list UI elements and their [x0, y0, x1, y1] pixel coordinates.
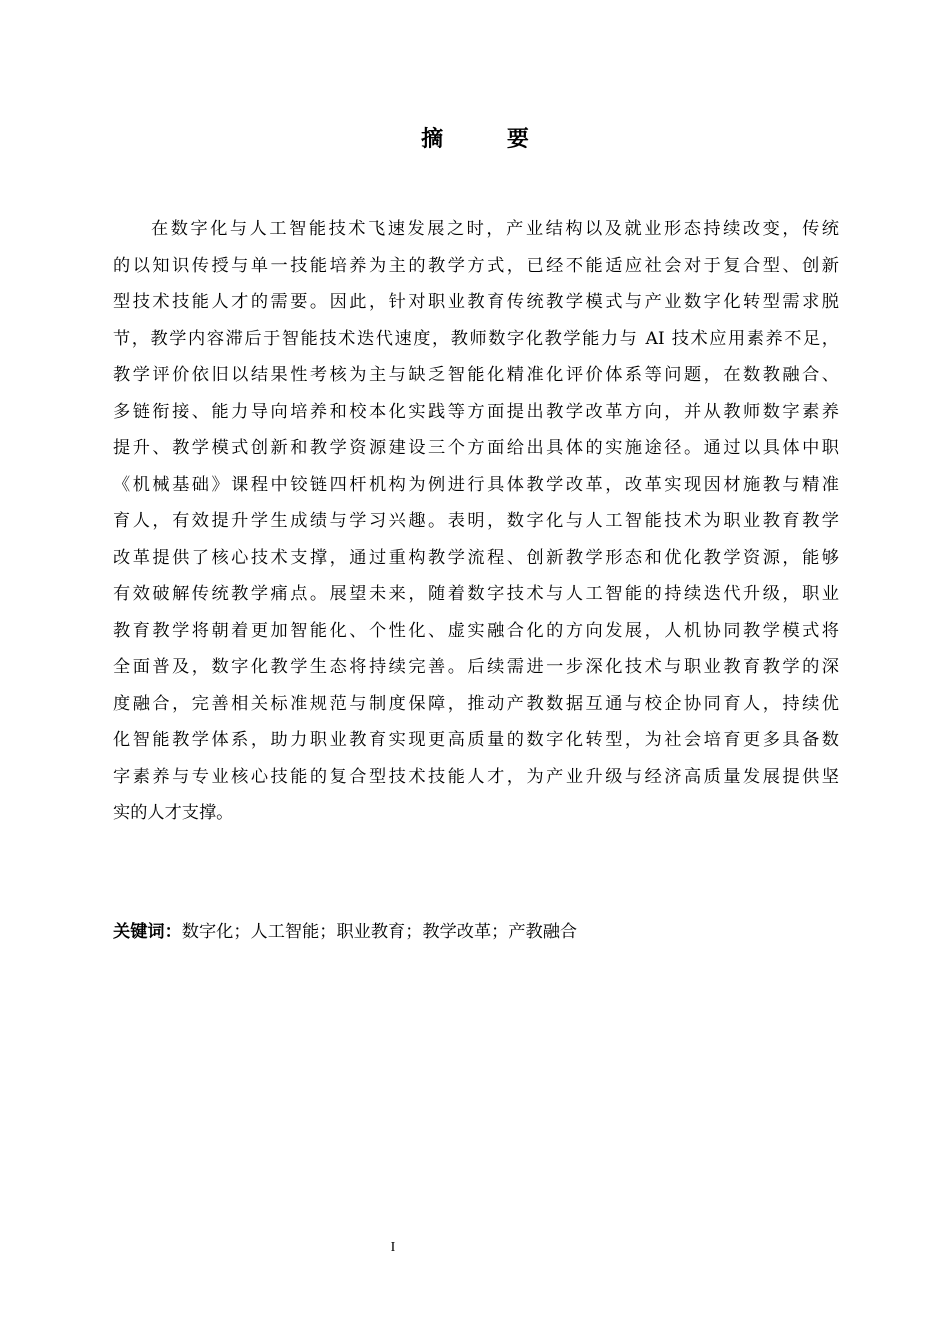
keywords-label: 关键词： [113, 922, 182, 942]
abstract-body [113, 211, 839, 832]
abstract-line-6: 多链衔接、能力导向培养和校本化实践等方面提出教学改革方向，并从教师数字素养 [113, 401, 839, 422]
abstract-line-5: 教学评价依旧以结果性考核为主与缺乏智能化精准化评价体系等问题，在数教融合、 [113, 365, 839, 385]
abstract-line-10: 改革提供了核心技术支撑，通过重构教学流程、创新教学形态和优化教学资源，能够 [113, 547, 839, 568]
keywords-text: 数字化；人工智能；职业教育；教学改革；产教融合 [181, 922, 578, 942]
abstract-line-2: 的以知识传授与单一技能培养为主的教学方式，已经不能适应社会对于复合型、创新 [113, 255, 839, 276]
abstract-line-4: 节，教学内容滞后于智能技术迭代速度，教师数字化教学能力与 AI 技术应用素养不足， [113, 328, 839, 349]
abstract-title: 摘 要 [421, 127, 557, 152]
page-number: I [390, 1240, 396, 1255]
abstract-line-3: 型技术技能人才的需要。因此，针对职业教育传统教学模式与产业数字化转型需求脱 [113, 292, 839, 312]
abstract-line-7: 提升、教学模式创新和教学资源建设三个方面给出具体的实施途径。通过以具体中职 [113, 438, 839, 458]
abstract-line-14: 度融合，完善相关标准规范与制度保障，推动产教数据互通与校企协同育人，持续优 [113, 693, 839, 714]
keywords-line [113, 914, 577, 950]
abstract-line-17: 实的人才支撑。 [113, 803, 234, 823]
abstract-line-8: 《机械基础》课程中铰链四杆机构为例进行具体教学改革，改革实现因材施教与精准 [113, 474, 839, 495]
abstract-line-11: 有效破解传统教学痛点。展望未来，随着数字技术与人工智能的持续迭代升级，职业 [113, 584, 839, 604]
abstract-line-12: 教育教学将朝着更加智能化、个性化、虚实融合化的方向发展，人机协同教学模式将 [113, 620, 839, 641]
abstract-line-1: 在数字化与人工智能技术飞速发展之时，产业结构以及就业形态持续改变，传统 [151, 219, 839, 239]
abstract-line-16: 字素养与专业核心技能的复合型技术技能人才，为产业升级与经济高质量发展提供坚 [113, 766, 839, 787]
abstract-line-15: 化智能教学体系，助力职业教育实现更高质量的数字化转型，为社会培育更多具备数 [113, 730, 839, 750]
abstract-line-9: 育人，有效提升学生成绩与学习兴趣。表明，数字化与人工智能技术为职业教育教学 [113, 511, 839, 531]
abstract-line-13: 全面普及，数字化教学生态将持续完善。后续需进一步深化技术与职业教育教学的深 [113, 657, 839, 677]
